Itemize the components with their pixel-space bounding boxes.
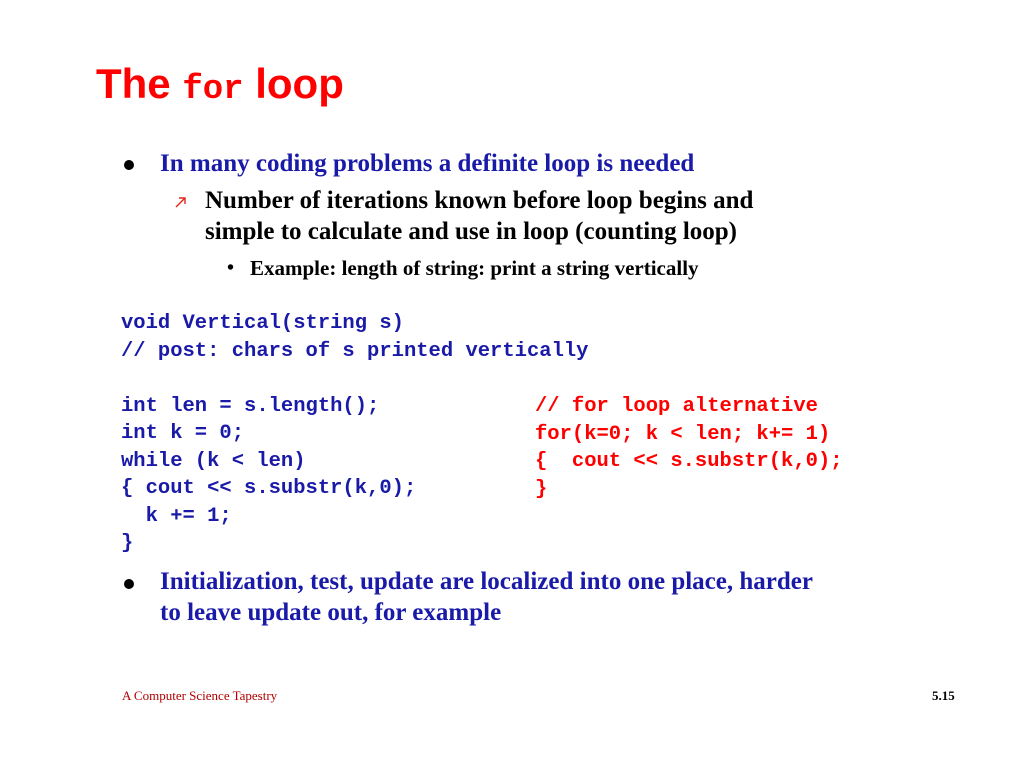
title-keyword: for (182, 71, 244, 109)
code-line: } (121, 532, 134, 555)
code-line: { cout << s.substr(k,0); (121, 477, 417, 500)
title-suffix: loop (243, 60, 344, 107)
bullet-1-text: In many coding problems a definite loop is needed (160, 150, 695, 177)
code-line: { cout << s.substr(k,0); (535, 450, 843, 473)
bullet-dot-icon (124, 160, 134, 170)
sub-bullet-line-2: simple to calculate and use in loop (counting loop) (205, 218, 737, 245)
footer-book-title: A Computer Science Tapestry (122, 688, 278, 703)
bullet-dot-icon (124, 579, 134, 589)
subsub-bullet-text: Example: length of string: print a string vertically (250, 256, 699, 280)
code-line (121, 365, 588, 393)
code-line: } (535, 477, 548, 501)
code-line: int len = s.length(); (121, 394, 380, 418)
code-line: while (k < len) (121, 449, 306, 473)
code-line: // post: chars of s printed vertically (121, 339, 589, 363)
code-block-for-alternative (535, 393, 843, 503)
code-line: void Vertical(string s) (121, 312, 404, 335)
title-prefix: The (96, 60, 183, 107)
subsub-bullet-marker: • (227, 257, 235, 279)
code-line: for(k=0; k < len; k+= 1) (535, 422, 831, 446)
sub-bullet-line-1: Number of iterations known before loop begins and (205, 187, 754, 214)
bullet-2-line-1: Initialization, test, update are localized into one place, harder (160, 568, 813, 595)
code-line: int k = 0; (121, 422, 245, 445)
code-line: // for loop alternative (535, 395, 818, 418)
slide-title (96, 58, 344, 116)
footer-slide-number: 5.15 (932, 688, 955, 703)
code-line: k += 1; (121, 504, 232, 528)
arrow-up-right-icon (174, 195, 188, 209)
code-block-while (121, 310, 588, 558)
bullet-2-line-2: to leave update out, for example (160, 599, 502, 626)
